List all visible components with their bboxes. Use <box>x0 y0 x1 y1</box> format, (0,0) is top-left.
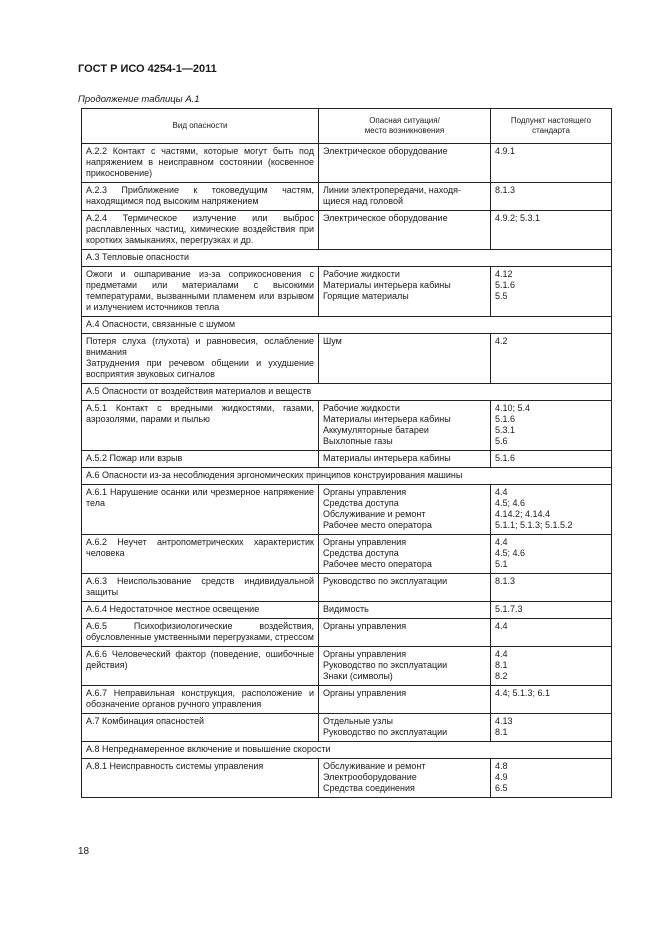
hazards-table <box>81 108 612 798</box>
hazard-cell: А.6.7 Неправильная конструкция, расположение и обозначение органов ручного управления <box>82 686 319 714</box>
hazard-cell: А.7 Комбинация опасностей <box>82 714 319 742</box>
hazard-cell: А.6.2 Неучет антропометрических характеристик человека <box>82 535 319 574</box>
table-row <box>82 759 612 798</box>
table-row <box>82 686 612 714</box>
table-row <box>82 485 612 535</box>
subclause-cell: 8.1.3 <box>491 183 612 211</box>
document-standard-title: ГОСТ Р ИСО 4254-1—2011 <box>78 63 217 75</box>
table-row <box>82 267 612 317</box>
section-title: А.8 Непреднамеренное включение и повышение скорости <box>82 742 612 759</box>
subclause-cell: 4.4 <box>491 619 612 647</box>
table-row <box>82 144 612 183</box>
situation-cell: Органы управления Средства доступа Рабочее место оператора <box>319 535 491 574</box>
table-header-row <box>82 109 612 144</box>
subclause-cell: 8.1.3 <box>491 574 612 602</box>
situation-cell: Органы управления <box>319 686 491 714</box>
situation-cell: Линии электропередачи, находя- щиеся над головой <box>319 183 491 211</box>
table-continuation-caption: Продолжение таблицы А.1 <box>78 94 200 105</box>
hazard-cell: Потеря слуха (глухота) и равновесия, ослабление внимания Затруднения при речевом общении и ухудшение восприятия звуковых сигналов <box>82 334 319 384</box>
section-title: А.5 Опасности от воздействия материалов и веществ <box>82 384 612 401</box>
column-header-subclause: Подпункт настоящего стандарта <box>491 109 612 144</box>
hazard-cell: А.6.4 Недостаточное местное освещение <box>82 602 319 619</box>
subclause-cell: 4.4 4.5; 4.6 4.14.2; 4.14.4 5.1.1; 5.1.3; 5.1.5.2 <box>491 485 612 535</box>
hazard-cell: А.6.5 Психофизиологические воздействия, обусловленные умственными перегрузками, стрессом <box>82 619 319 647</box>
situation-cell: Материалы интерьера кабины <box>319 451 491 468</box>
hazard-cell: А.6.6 Человеческий фактор (поведение, ошибочные действия) <box>82 647 319 686</box>
situation-cell: Органы управления Руководство по эксплуатации Знаки (символы) <box>319 647 491 686</box>
subclause-cell: 4.9.2; 5.3.1 <box>491 211 612 250</box>
situation-cell: Видимость <box>319 602 491 619</box>
column-header-situation: Опасная ситуация/ место возникновения <box>319 109 491 144</box>
table-row <box>82 334 612 384</box>
section-title: А.3 Тепловые опасности <box>82 250 612 267</box>
subclause-cell: 5.1.7.3 <box>491 602 612 619</box>
section-row <box>82 317 612 334</box>
column-header-hazard: Вид опасности <box>82 109 319 144</box>
hazard-cell: А.2.3 Приближение к токоведущим частям, находящимся под высоким напряжением <box>82 183 319 211</box>
table-row <box>82 602 612 619</box>
hazard-cell: А.6.3 Неиспользование средств индивидуальной защиты <box>82 574 319 602</box>
hazard-cell: Ожоги и ошпаривание из-за соприкосновения с предметами или материалами с высокими температурами, вызванными пламенем или взрывом и излучением источников тепла <box>82 267 319 317</box>
section-row <box>82 250 612 267</box>
situation-cell: Органы управления Средства доступа Обслуживание и ремонт Рабочее место оператора <box>319 485 491 535</box>
table-body <box>82 144 612 798</box>
subclause-cell: 4.13 8.1 <box>491 714 612 742</box>
hazard-cell: А.8.1 Неисправность системы управления <box>82 759 319 798</box>
table-row <box>82 183 612 211</box>
subclause-cell: 5.1.6 <box>491 451 612 468</box>
table-row <box>82 647 612 686</box>
hazard-cell: А.2.2 Контакт с частями, которые могут быть под напряжением в неисправном состоянии (косвенное прикосновение) <box>82 144 319 183</box>
hazard-cell: А.6.1 Нарушение осанки или чрезмерное напряжение тела <box>82 485 319 535</box>
hazard-cell: А.5.1 Контакт с вредными жидкостями, газами, аэрозолями, парами и пылью <box>82 401 319 451</box>
subclause-cell: 4.12 5.1.6 5.5 <box>491 267 612 317</box>
table-row <box>82 211 612 250</box>
subclause-cell: 4.8 4.9 6.5 <box>491 759 612 798</box>
table-row <box>82 714 612 742</box>
hazard-cell: А.5.2 Пожар или взрыв <box>82 451 319 468</box>
situation-cell: Электрическое оборудование <box>319 211 491 250</box>
situation-cell: Руководство по эксплуатации <box>319 574 491 602</box>
situation-cell: Рабочие жидкости Материалы интерьера кабины Горящие материалы <box>319 267 491 317</box>
table-row <box>82 535 612 574</box>
hazard-cell: А.2.4 Термическое излучение или выброс расплавленных частиц, химические воздействия при коротких замыканиях, перегрузках и др. <box>82 211 319 250</box>
table-row <box>82 401 612 451</box>
table-row <box>82 574 612 602</box>
page-number: 18 <box>78 846 90 857</box>
table-row <box>82 451 612 468</box>
subclause-cell: 4.4 4.5; 4.6 5.1 <box>491 535 612 574</box>
section-row <box>82 468 612 485</box>
subclause-cell: 4.4 8.1 8.2 <box>491 647 612 686</box>
subclause-cell: 4.9.1 <box>491 144 612 183</box>
subclause-cell: 4.10; 5.4 5.1.6 5.3.1 5.6 <box>491 401 612 451</box>
section-title: А.4 Опасности, связанные с шумом <box>82 317 612 334</box>
subclause-cell: 4.4; 5.1.3; 6.1 <box>491 686 612 714</box>
situation-cell: Рабочие жидкости Материалы интерьера кабины Аккумуляторные батареи Выхлопные газы <box>319 401 491 451</box>
situation-cell: Электрическое оборудование <box>319 144 491 183</box>
subclause-cell: 4.2 <box>491 334 612 384</box>
situation-cell: Органы управления <box>319 619 491 647</box>
situation-cell: Шум <box>319 334 491 384</box>
section-row <box>82 742 612 759</box>
section-title: А.6 Опасности из-за несоблюдения эргономических принципов конструирования машины <box>82 468 612 485</box>
situation-cell: Обслуживание и ремонт Электрооборудование Средства соединения <box>319 759 491 798</box>
section-row <box>82 384 612 401</box>
table-row <box>82 619 612 647</box>
situation-cell: Отдельные узлы Руководство по эксплуатации <box>319 714 491 742</box>
